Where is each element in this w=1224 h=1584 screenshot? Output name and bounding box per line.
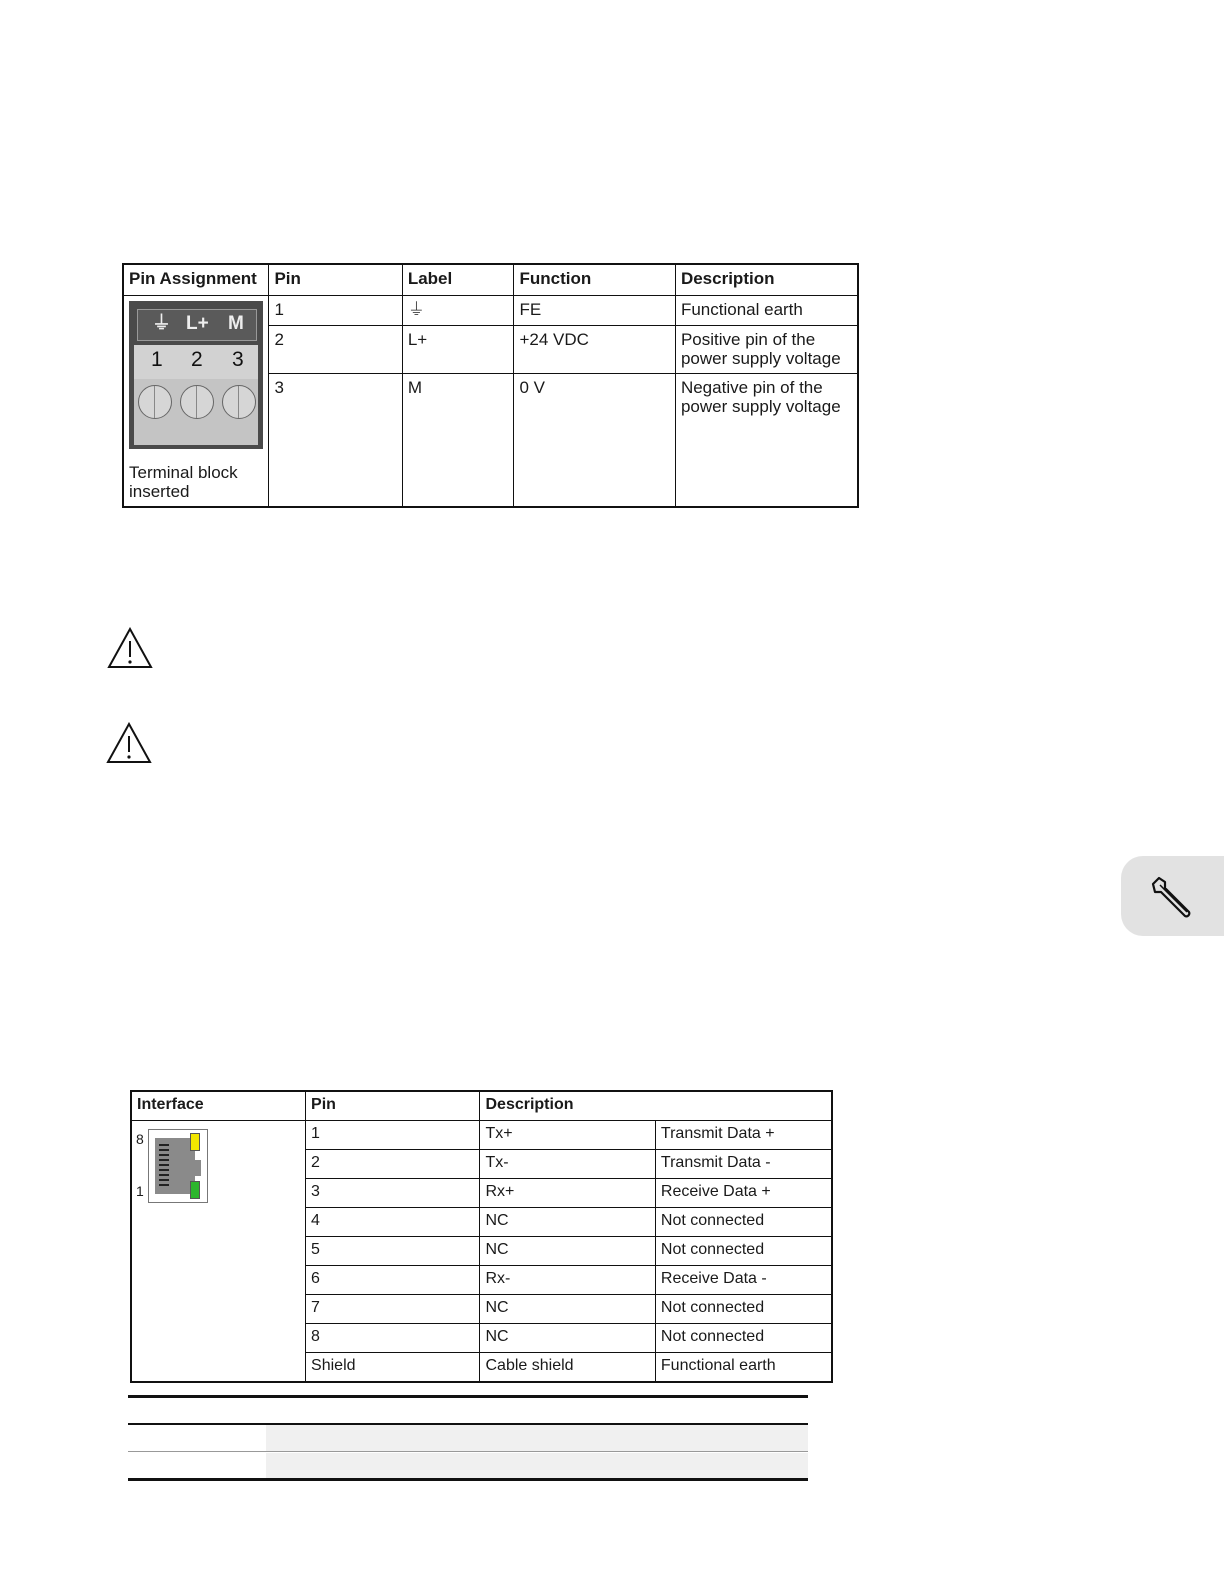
- signal-cell: Tx-: [480, 1150, 655, 1179]
- terminal-screw-strip: [134, 379, 258, 445]
- label-cell: M: [402, 374, 514, 507]
- pin-cell: 2: [306, 1150, 480, 1179]
- terminal-block-image: [129, 301, 263, 449]
- table-rule: [128, 1423, 808, 1425]
- header-label: Label: [402, 264, 514, 296]
- terminal-number-strip: [134, 345, 258, 379]
- description-cell: Receive Data -: [655, 1266, 832, 1295]
- signal-cell: Rx-: [480, 1266, 655, 1295]
- table-top-rule: [128, 1395, 808, 1398]
- pin-cell: 1: [306, 1121, 480, 1150]
- pin-cell: 6: [306, 1266, 480, 1295]
- led-yellow-icon: [190, 1133, 200, 1151]
- header-interface: Interface: [131, 1091, 306, 1121]
- terminal-number-1: 1: [151, 348, 163, 371]
- signal-cell: NC: [480, 1237, 655, 1266]
- description-cell: Transmit Data -: [655, 1150, 832, 1179]
- table-row: [266, 1453, 808, 1479]
- table-header-row: [131, 1091, 832, 1121]
- table-bottom-rule: [128, 1478, 808, 1481]
- terminal-label-lplus: L+: [186, 313, 209, 334]
- header-pin: Pin: [306, 1091, 480, 1121]
- pin-cell: 7: [306, 1295, 480, 1324]
- ethernet-pin-table: [130, 1090, 833, 1383]
- earth-symbol-icon: ⏚: [402, 296, 514, 326]
- header-function: Function: [514, 264, 675, 296]
- signal-cell: NC: [480, 1324, 655, 1353]
- header-pin-assignment: Pin Assignment: [123, 264, 269, 296]
- warning-triangle-icon: [106, 722, 152, 764]
- table-row: [123, 296, 858, 326]
- signal-cell: Cable shield: [480, 1353, 655, 1383]
- description-cell: Not connected: [655, 1208, 832, 1237]
- pin-cell: 1: [269, 296, 402, 326]
- signal-cell: NC: [480, 1208, 655, 1237]
- power-pin-table: [122, 263, 859, 508]
- wrench-icon: [1149, 874, 1195, 920]
- terminal-number-3: 3: [232, 348, 244, 371]
- screw-icon: [222, 385, 256, 419]
- description-cell: Negative pin of the power supply voltage: [675, 374, 858, 507]
- function-cell: +24 VDC: [514, 326, 675, 374]
- terminal-label-m: M: [228, 313, 244, 334]
- header-pin: Pin: [269, 264, 402, 296]
- pin-cell: Shield: [306, 1353, 480, 1383]
- pin-cell: 2: [269, 326, 402, 374]
- interface-cell: [131, 1121, 306, 1383]
- label-cell: L+: [402, 326, 514, 374]
- earth-symbol-icon: ⏚: [152, 313, 172, 334]
- warning-triangle-icon: [107, 627, 153, 669]
- header-description: Description: [675, 264, 858, 296]
- table-row: [266, 1425, 808, 1451]
- screw-icon: [138, 385, 172, 419]
- description-cell: Positive pin of the power supply voltage: [675, 326, 858, 374]
- signal-cell: NC: [480, 1295, 655, 1324]
- screw-icon: [180, 385, 214, 419]
- table-row: [131, 1121, 832, 1150]
- signal-cell: Rx+: [480, 1179, 655, 1208]
- description-cell: Not connected: [655, 1324, 832, 1353]
- terminal-label-strip: [137, 309, 257, 341]
- port-label-1: 1: [136, 1183, 144, 1199]
- function-cell: 0 V: [514, 374, 675, 507]
- pin-cell: 5: [306, 1237, 480, 1266]
- table-rule: [128, 1451, 808, 1452]
- pin-assignment-cell: [123, 296, 269, 508]
- pin-cell: 4: [306, 1208, 480, 1237]
- description-cell: Not connected: [655, 1237, 832, 1266]
- header-description: Description: [480, 1091, 832, 1121]
- chapter-tab[interactable]: [1121, 856, 1224, 936]
- rj45-port-icon: [148, 1129, 208, 1203]
- terminal-number-2: 2: [191, 348, 203, 371]
- pin-cell: 3: [269, 374, 402, 507]
- table-header-row: [123, 264, 858, 296]
- description-cell: Functional earth: [675, 296, 858, 326]
- port-label-8: 8: [136, 1131, 144, 1147]
- terminal-caption: Terminal block inserted: [129, 463, 238, 501]
- description-cell: Transmit Data +: [655, 1121, 832, 1150]
- led-green-icon: [190, 1181, 200, 1199]
- pin-cell: 3: [306, 1179, 480, 1208]
- pin-cell: 8: [306, 1324, 480, 1353]
- function-cell: FE: [514, 296, 675, 326]
- description-cell: Not connected: [655, 1295, 832, 1324]
- signal-cell: Tx+: [480, 1121, 655, 1150]
- description-cell: Receive Data +: [655, 1179, 832, 1208]
- description-cell: Functional earth: [655, 1353, 832, 1383]
